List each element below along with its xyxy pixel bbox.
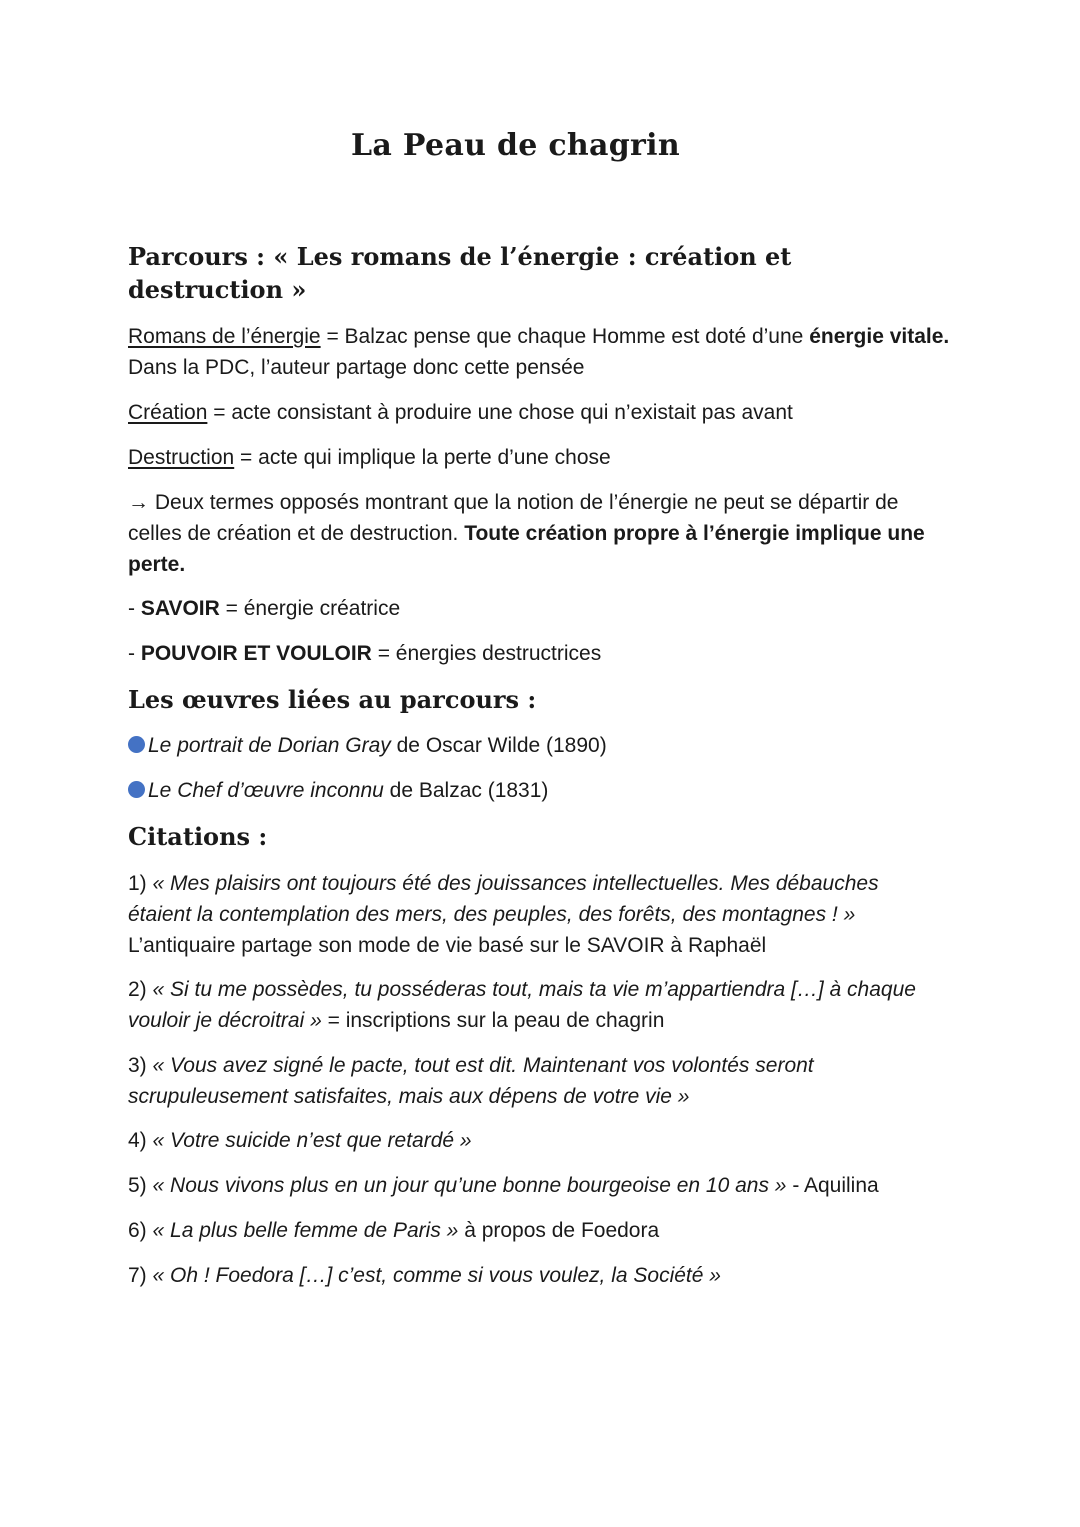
citation-item	[128, 868, 928, 961]
savoir-text: = énergie créatrice	[219, 597, 401, 620]
citation-item	[128, 1215, 958, 1246]
definition-romans-energie	[128, 321, 958, 383]
citation-quote: « Vous avez signé le pacte, tout est dit. Maintenant vos volontés seront scrupuleusement satisfaites, mais aux dépens de votre vie »	[128, 1054, 814, 1108]
citation-number: 3)	[128, 1054, 147, 1077]
definition-destruction	[128, 442, 958, 473]
citation-quote: « Nous vivons plus en un jour qu’une bonne bourgeoise en 10 ans »	[146, 1174, 787, 1197]
list-item	[128, 730, 958, 761]
bullet-dot-icon	[128, 736, 145, 753]
list-item	[128, 775, 958, 806]
citation-number: 2)	[128, 978, 147, 1001]
pouvoir-line	[128, 638, 958, 669]
oeuvre-title: Le Chef d’œuvre inconnu	[148, 779, 384, 802]
definition-text: = acte consistant à produire une chose qui n’existait pas avant	[207, 401, 793, 424]
pouvoir-text: = énergies destructrices	[371, 642, 602, 665]
conclusion-bold: Toute création propre à l’énergie implique une perte.	[128, 522, 925, 576]
savoir-label: SAVOIR	[140, 597, 220, 620]
citation-quote: « La plus belle femme de Paris »	[146, 1219, 459, 1242]
arrow-icon: →	[128, 491, 149, 514]
citation-item	[128, 1170, 958, 1201]
term-destruction: Destruction	[128, 446, 235, 469]
oeuvre-title: Le portrait de Dorian Gray	[148, 734, 391, 757]
citation-quote: « Votre suicide n’est que retardé »	[146, 1129, 472, 1152]
oeuvre-details: de Balzac (1831)	[383, 779, 549, 802]
definition-text: = acte qui implique la perte d’une chose	[234, 446, 611, 469]
parcours-heading: Parcours : « Les romans de l’énergie : création et destruction »	[128, 242, 792, 304]
definition-text: = Balzac pense que chaque Homme est doté d’une	[320, 325, 810, 348]
definition-text-end: Dans la PDC, l’auteur partage donc cette pensée	[128, 356, 585, 379]
citation-note: - Aquilina	[786, 1174, 879, 1197]
term-creation: Création	[128, 401, 208, 424]
citation-item	[128, 1125, 958, 1156]
citation-item	[128, 1260, 958, 1291]
oeuvre-details: de Oscar Wilde (1890)	[390, 734, 607, 757]
citation-note: L’antiquaire partage son mode de vie basé sur le SAVOIR à Raphaël	[128, 934, 767, 957]
bold-energie-vitale: énergie vitale.	[809, 325, 950, 348]
citation-number: 4)	[128, 1129, 147, 1152]
citation-number: 7)	[128, 1264, 147, 1287]
oeuvres-heading: Les œuvres liées au parcours :	[128, 685, 537, 714]
savoir-line	[128, 593, 958, 624]
citation-note: à propos de Foedora	[458, 1219, 660, 1242]
citation-number: 1)	[128, 872, 147, 895]
citation-number: 6)	[128, 1219, 147, 1242]
citation-note: = inscriptions sur la peau de chagrin	[321, 1009, 665, 1032]
pouvoir-label: POUVOIR ET VOULOIR	[140, 642, 372, 665]
citation-quote: « Oh ! Foedora […] c’est, comme si vous voulez, la Société »	[146, 1264, 721, 1287]
citations-heading: Citations :	[128, 822, 268, 851]
conclusion-paragraph	[128, 487, 953, 580]
page-title: La Peau de chagrin	[351, 128, 680, 163]
citation-number: 5)	[128, 1174, 147, 1197]
citation-item	[128, 974, 953, 1036]
conclusion-text: Deux termes opposés montrant que la notion de l’énergie ne peut se départir de celles de création et de destruction.	[128, 491, 899, 545]
citation-quote: « Mes plaisirs ont toujours été des jouissances intellectuelles. Mes débauches étaient la contemplation des mers, des peuples, des forêts, des montagnes ! »	[128, 872, 879, 926]
dash: -	[128, 597, 141, 620]
term-romans-energie: Romans de l’énergie	[128, 325, 321, 348]
citation-quote: « Si tu me possèdes, tu posséderas tout, mais ta vie m’appartiendra […] à chaque vouloir je décroitrai »	[128, 978, 916, 1032]
bullet-dot-icon	[128, 781, 145, 798]
citation-item	[128, 1050, 868, 1112]
definition-creation	[128, 397, 958, 428]
dash: -	[128, 642, 141, 665]
